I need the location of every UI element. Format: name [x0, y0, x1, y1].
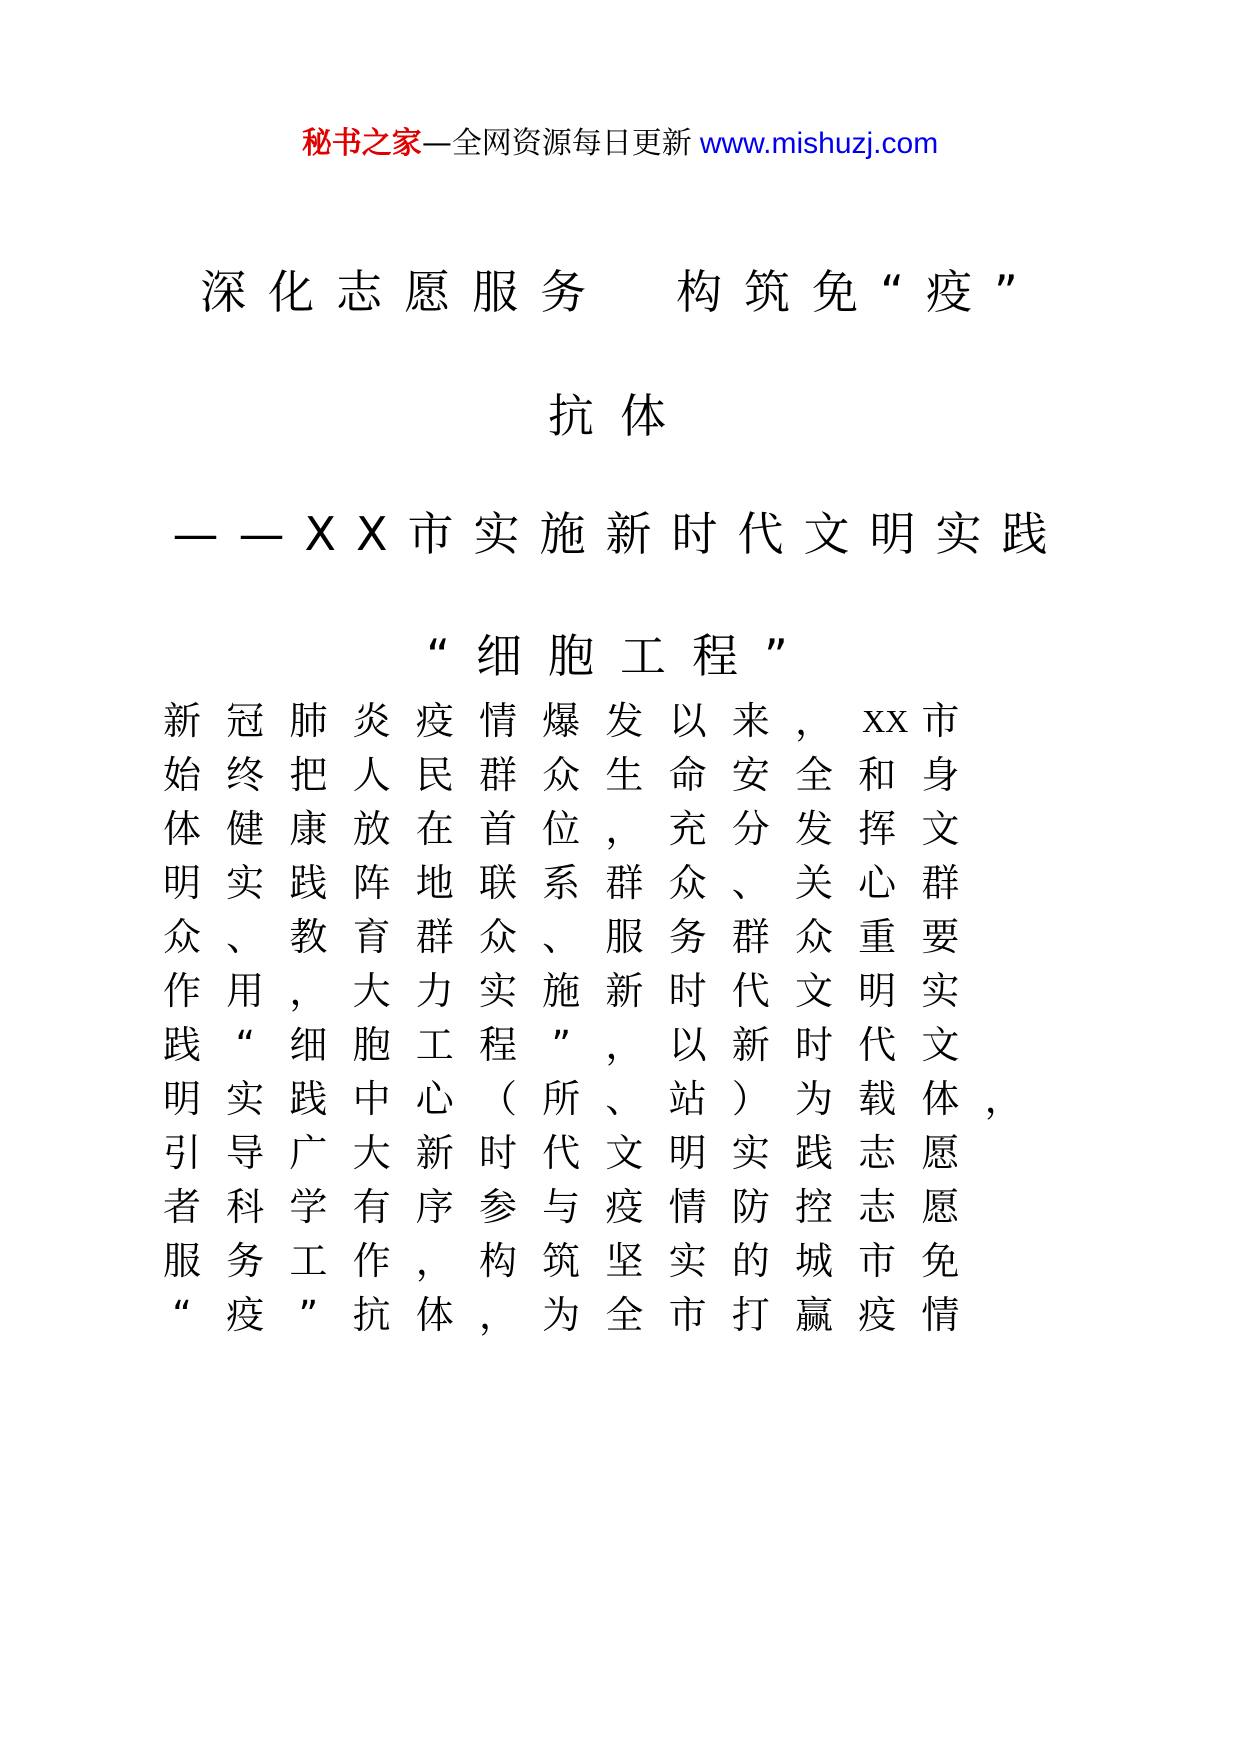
title-line-1: 深化志愿服务 构筑免“疫” — [200, 265, 1040, 319]
header-tagline: —全网资源每日更新 — [421, 126, 692, 161]
body-paragraph: 新 冠 肺 炎 疫 情 爆 发 以 来 ， XX 市 始 终 把 人 民 群 众 生 命 安 全 和 身 体 健 康 放 在 首 位 ， 充 分 发 挥 文 明 实 践 阵 地 联 系 群 众 、 关 心 群 众 、 教 育 群 众 、 服 务 群 众 重 要 作 用 ， 大 力 实 施 新 时 代 文 明 实 践 “ 细 胞 工 程 ” ， 以 新 时 代 文 明 实 践 中 心 （ 所 、 站 ） 为 载 体 ， 引 导 广 大 新 时 代 文 明 实 践 志 愿 者 科 学 有 序 参 与 疫 情 防 控 志 愿 服 务 工 作 ， 构 筑 坚 实 的 城 市 免 “ 疫 ” 抗 体 ， 为 全 市 打 赢 疫 情 — [162, 699, 1023, 1337]
subtitle-line-2: “细胞工程” — [426, 629, 814, 683]
brand-name: 秘书之家 — [301, 126, 422, 161]
site-url-link[interactable]: www.mishuzj.com — [699, 127, 939, 160]
title-line-2: 抗体 — [548, 389, 692, 443]
subtitle-line-1: ——XX市实施新时代文明实践 — [172, 507, 1068, 561]
